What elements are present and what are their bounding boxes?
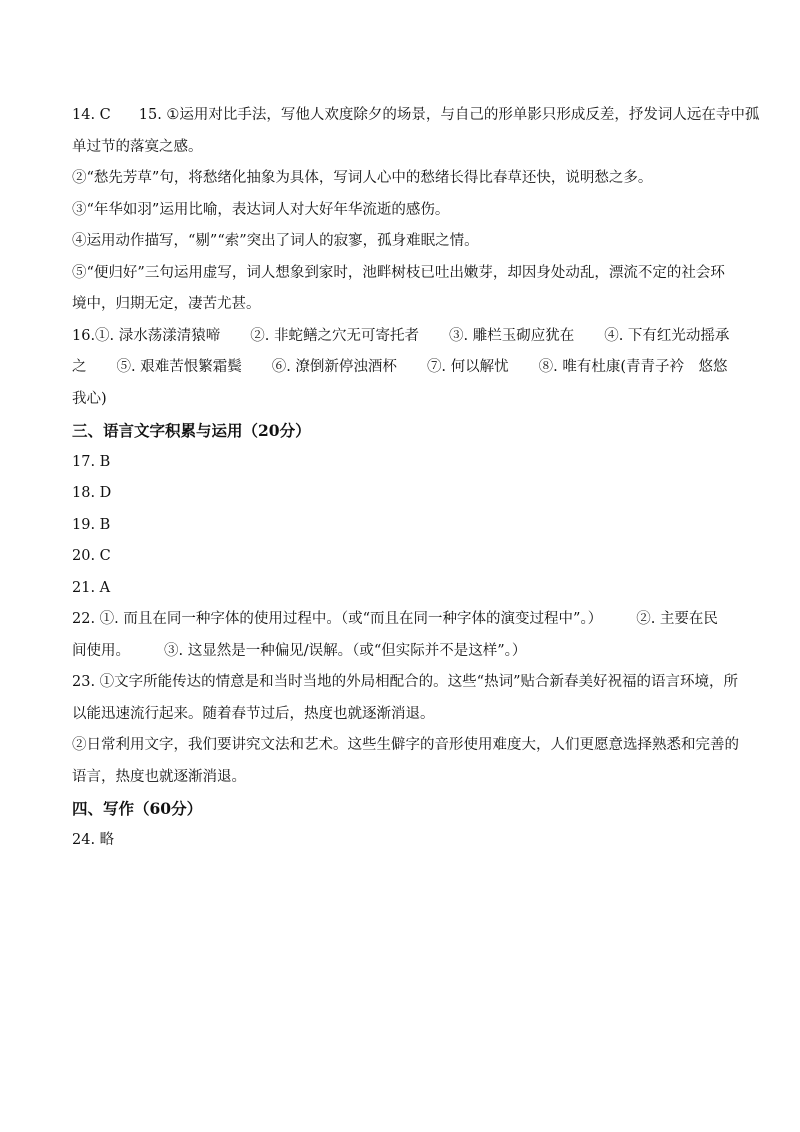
answer-22-line-2 bbox=[72, 636, 732, 668]
answer-23-point-1-line-1: 23. ①文字所能传达的情意是和当时当地的外局相配合的。这些“热词”贴合新春美好祝福的语言环境，所 bbox=[72, 674, 738, 690]
answer-15-line-2: 单过节的落寞之感。 bbox=[72, 138, 203, 155]
answer-22-part-2b: 间使用。 bbox=[72, 642, 130, 659]
answer-14-15-line-1 bbox=[72, 100, 760, 132]
answer-16-item-4b: 之 bbox=[72, 359, 87, 375]
answer-15-part-1: 15. ①运用对比手法，写他人欢度除夕的场景，与自己的形单影只形成反差，抒发词人远在寺中孤 bbox=[138, 107, 760, 123]
answer-16-line-1 bbox=[72, 321, 732, 353]
answer-17: 17. B bbox=[72, 453, 111, 470]
answer-16-line-2 bbox=[72, 352, 732, 384]
answer-22-part-3: ③. 这显然是一种偏见/误解。（或“但实际并不是这样”。） bbox=[164, 642, 527, 659]
answer-23-point-2-line-1: ②日常利用文字，我们要讲究文法和艺术。这些生僻字的音形使用难度大，人们更愿意选择熟悉和完善的 bbox=[72, 737, 739, 753]
answer-15-point-3: ③“年华如羽”运用比喻，表达词人对大好年华流逝的感伤。 bbox=[72, 201, 450, 218]
answer-16-item-2: ②. 非蛇鳝之穴无可寄托者 bbox=[250, 327, 419, 344]
answer-16-item-8a: ⑧. 唯有杜康(青青子衿 悠悠 bbox=[538, 359, 728, 375]
answer-19: 19. B bbox=[72, 516, 111, 533]
answer-22-part-1: 22. ①. 而且在同一种字体的使用过程中。（或“而且在同一种字体的演变过程中”。） bbox=[72, 611, 603, 627]
answer-15-point-2: ②“愁先芳草”句，将愁绪化抽象为具体，写词人心中的愁绪长得比春草还快，说明愁之多。 bbox=[72, 170, 653, 186]
answer-15-point-5-line-1: ⑤“便归好”三句运用虚写，词人想象到家时，池畔树枝已吐出嫩芽，却因身处动乱，漂流不定的社会环 bbox=[72, 264, 725, 281]
section-3-heading: 三、语言文字积累与运用（20分） bbox=[72, 421, 311, 440]
answer-16-item-7: ⑦. 何以解忧 bbox=[426, 359, 509, 375]
answer-key-content bbox=[72, 100, 760, 856]
answer-22-part-2a: ②. 主要在民 bbox=[636, 611, 718, 627]
answer-22-line-1 bbox=[72, 604, 732, 636]
answer-16-item-4a: ④. 下有红光动摇承 bbox=[604, 327, 730, 344]
answer-16-item-5: ⑤. 艰难苦恨繁霜鬓 bbox=[116, 359, 242, 375]
answer-24: 24. 略 bbox=[72, 831, 115, 848]
answer-16-line-3: 我心) bbox=[72, 390, 107, 407]
answer-23-point-1-line-2: 以能迅速流行起来。随着春节过后，热度也就逐渐消退。 bbox=[72, 705, 435, 722]
answer-15-point-4: ④运用动作描写，“剔”“索”突出了词人的寂寥，孤身难眠之情。 bbox=[72, 233, 479, 249]
answer-16-item-6: ⑥. 潦倒新停浊酒杯 bbox=[271, 359, 397, 375]
answer-21: 21. A bbox=[72, 579, 111, 596]
answer-16-item-1: 16.①. 渌水荡漾清猿啼 bbox=[72, 327, 221, 344]
answer-18: 18. D bbox=[72, 485, 112, 501]
answer-14: 14. C bbox=[72, 107, 111, 123]
answer-15-point-5-line-2: 境中，归期无定，凄苦尤甚。 bbox=[72, 296, 261, 312]
answer-23-point-2-line-2: 语言，热度也就逐渐消退。 bbox=[72, 768, 246, 785]
section-4-heading: 四、写作（60分） bbox=[72, 799, 203, 818]
answer-16-item-3: ③. 雕栏玉砌应犹在 bbox=[449, 327, 575, 344]
answer-20: 20. C bbox=[72, 548, 111, 564]
